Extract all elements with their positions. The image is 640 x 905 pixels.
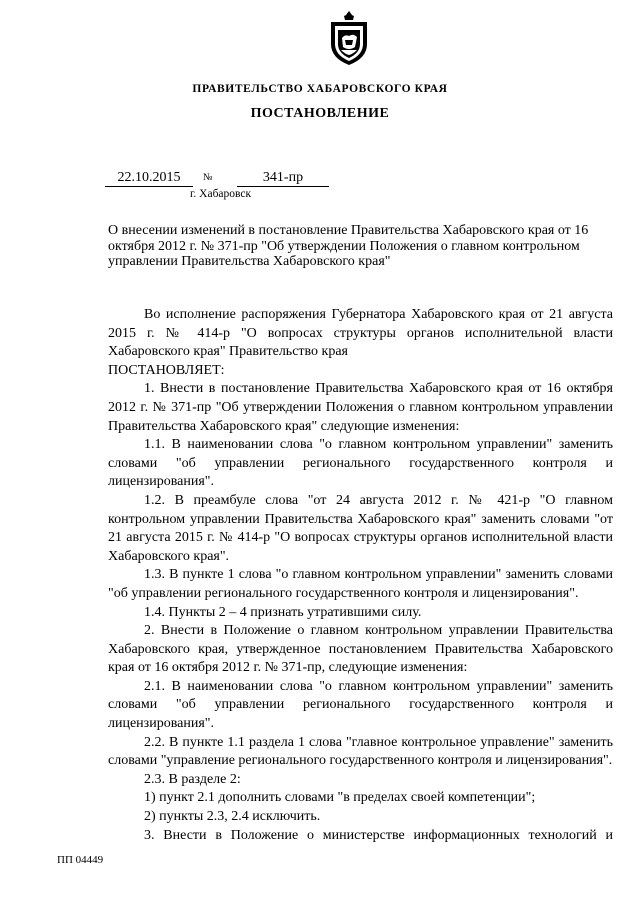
clause-paragraph: 2. Внести в Положение о главном контрольном управлении Правительства Хабаровского края, утвержденное постановлением Правительства Хабаровского края от 16 октября 2012 г. № 371-пр, следующие изменения: [108,623,613,676]
clause-paragraph: 1) пункт 2.1 дополнить словами "в пределах своей компетенции"; [144,790,536,806]
clause-paragraph: 1.4. Пункты 2 – 4 признать утратившими силу. [144,604,422,620]
clause-paragraph: 1.1. В наименовании слова "о главном контрольном управлении" заменить словами "об управлении регионального государственного контроля и лицензирования". [108,437,613,490]
number-sign: № [203,172,213,183]
preamble-paragraph: Во исполнение распоряжения Губернатора Хабаровского края от 21 августа 2015 г. № 414-р "О вопросах структуры органов исполнительной власти Хабаровского края" Правительство края [108,307,613,360]
clause-paragraph: 2.3. В разделе 2: [144,771,241,787]
coat-of-arms-emblem [328,10,370,66]
document-date: 22.10.2015 [105,170,193,187]
document-type: ПОСТАНОВЛЕНИЕ [250,106,390,121]
clause-paragraph: 1. Внести в постановление Правительства Хабаровского края от 16 октября 2012 г. № 371-пр "Об утверждении Положения о главном контрольном управлении Правительства Хабаровского края" следующие изменения: [108,381,613,434]
footer-code: ПП 04449 [57,854,104,866]
clause-paragraph: 2) пункты 2.3, 2.4 исключить. [144,809,321,825]
clause-paragraph: 3. Внести в Положение о министерстве информационных технологий и [144,827,613,843]
clause-paragraph: 2.1. В наименовании слова "о главном контрольном управлении" заменить словами "об управлении регионального государственного контроля и лицензирования". [108,678,613,732]
city-label: г. Хабаровск [190,188,252,200]
document-number: 341-пр [237,170,329,187]
clause-paragraph: 1.2. В преамбуле слова "от 24 августа 2012 г. № 421-р "О главном контрольном управлении Правительства Хабаровского края" заменить словами "от 21 августа 2015 г. № 414-р "О вопросах структуры органов исполнительной власти Хабаровского края". [108,492,613,564]
document-body [108,306,613,845]
clause-paragraph: 2.2. В пункте 1.1 раздела 1 слова "главное контрольное управление" заменить словами "управление регионального государственного контроля и лицензирования". [108,734,613,769]
document-subject: О внесении изменений в постановление Правительства Хабаровского края от 16 октября 2012 г. № 371-пр "Об утверждении Положения о главном контрольном управлении Правительства Хабаровского края" [108,223,589,269]
resolve-heading: ПОСТАНОВЛЯЕТ: [108,362,225,378]
government-title: ПРАВИТЕЛЬСТВО ХАБАРОВСКОГО КРАЯ [192,83,448,95]
clause-paragraph: 1.3. В пункте 1 слова "о главном контрольном управлении" заменить словами "об управлении регионального государственного контроля и лицензирования". [108,567,613,601]
